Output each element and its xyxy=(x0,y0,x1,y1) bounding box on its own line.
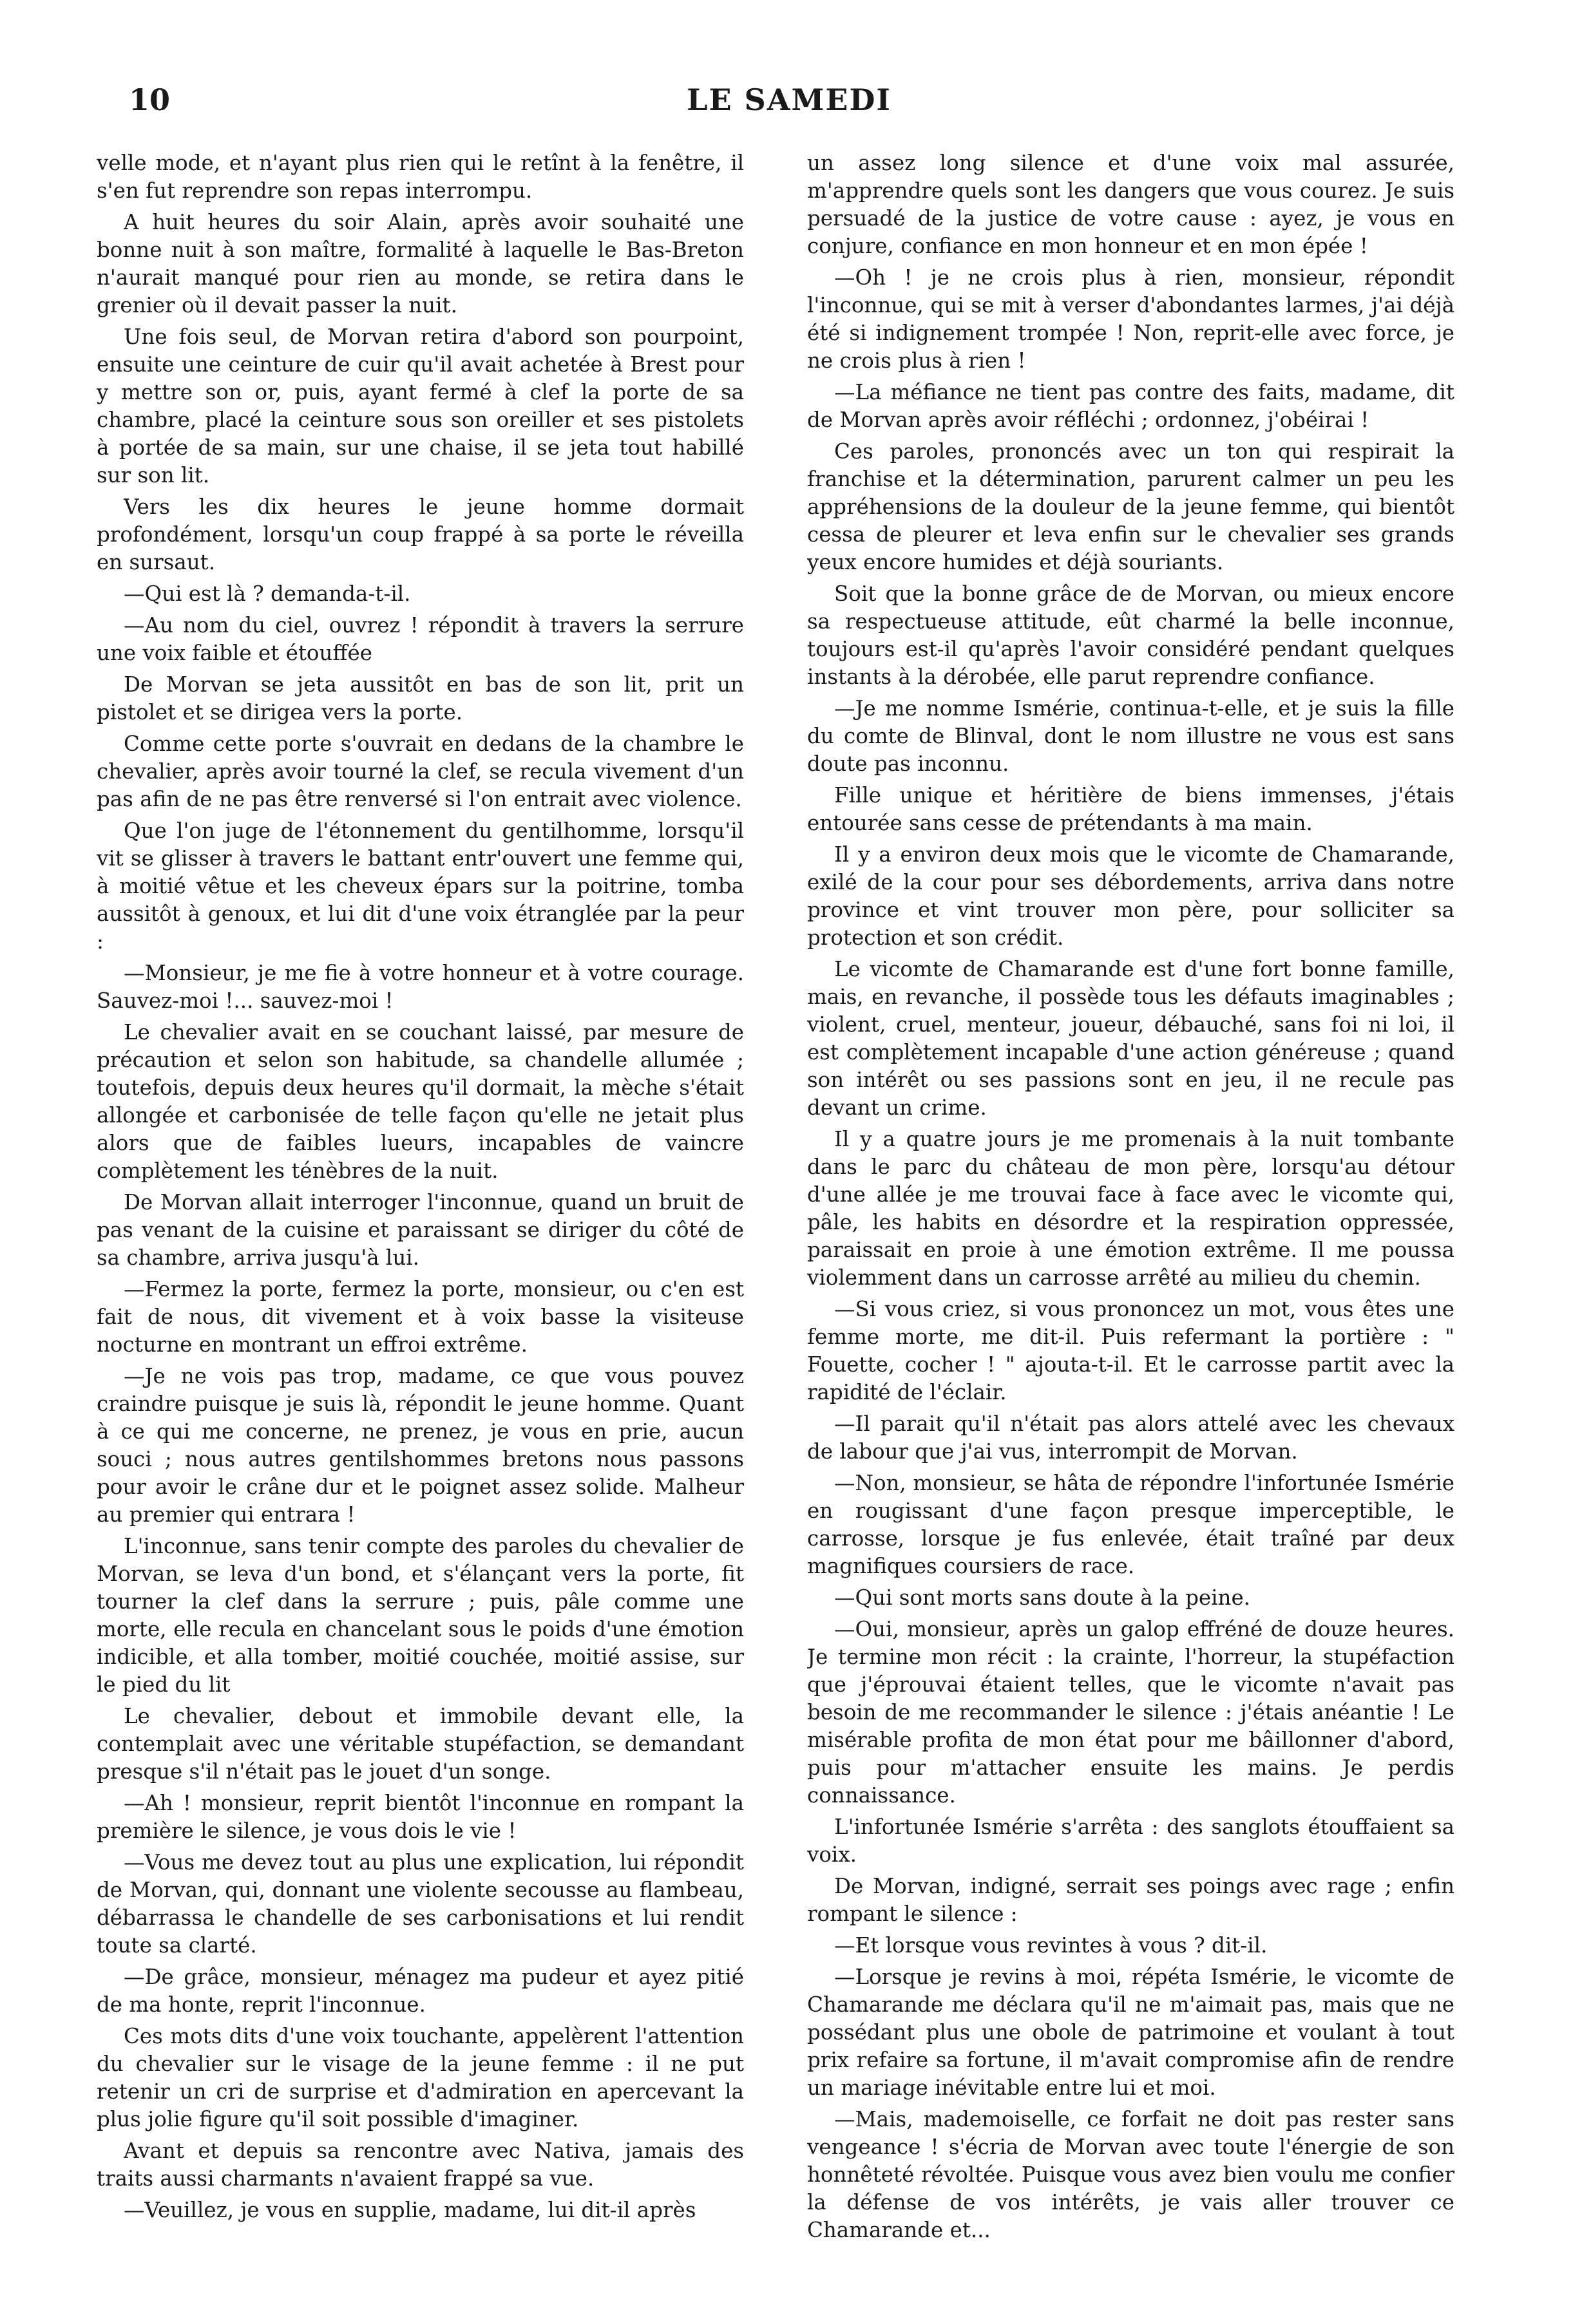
paragraph: —Et lorsque vous revintes à vous ? dit-il. xyxy=(834,1933,1268,1958)
paragraph: —Je me nomme Ismérie, continua-t-elle, et je suis la fille du comte de Blinval, dont le nom illustre ne vous est sans doute pas inconnu. xyxy=(807,696,1454,776)
paragraph: Il y a environ deux mois que le vicomte de Chamarande, exilé de la cour pour ses débordements, arriva dans notre province et vint trouver mon père, pour solliciter sa protection et son crédit. xyxy=(807,842,1454,950)
paragraph: Que l'on juge de l'étonnement du gentilhomme, lorsqu'il vit se glisser à travers le battant entr'ouvert une femme qui, à moitié vêtue et les cheveux épars sur la poitrine, tomba aussitôt à genoux, et lui dit d'une voix étranglée par la peur : xyxy=(97,818,744,954)
paragraph: Vers les dix heures le jeune homme dormait profondément, lorsqu'un coup frappé à sa porte le réveilla en sursaut. xyxy=(97,495,744,574)
paragraph: —Veuillez, je vous en supplie, madame, lui dit-il après xyxy=(124,2198,696,2222)
paragraph: Le chevalier, debout et immobile devant elle, la contemplait avec une véritable stupéfaction, se demandant presque s'il n'était pas le jouet d'un songe. xyxy=(97,1704,744,1784)
paragraph: —Il parait qu'il n'était pas alors attelé avec les chevaux de labour que j'ai vus, interrompit de Morvan. xyxy=(807,1412,1454,1464)
paragraph: L'inconnue, sans tenir compte des paroles du chevalier de Morvan, se leva d'un bond, et s'élançant vers la porte, fit tourner la clef dans la serrure ; puis, pâle comme une morte, elle recula en chancelant sous le poids d'une émotion indicible, et alla tomber, moitié couchée, moitié assise, sur le pied du lit xyxy=(97,1534,744,1697)
paragraph: De Morvan allait interroger l'inconnue, quand un bruit de pas venant de la cuisine et paraissant se diriger du côté de sa chambre, arriva jusqu'à lui. xyxy=(97,1190,744,1270)
paragraph: —Monsieur, je me fie à votre honneur et à votre courage. Sauvez-moi !... sauvez-moi ! xyxy=(97,961,744,1013)
paragraph: Ces paroles, prononcés avec un ton qui respirait la franchise et la détermination, parurent calmer un peu les appréhensions de la douleur de la jeune femme, qui bientôt cessa de pleurer et leva enfin sur le chevalier ses grands yeux encore humides et déjà souriants. xyxy=(807,439,1454,574)
paragraph: Soit que la bonne grâce de de Morvan, ou mieux encore sa respectueuse attitude, eût charmé la belle inconnue, toujours est-il qu'après l'avoir considéré pendant quelques instants à la dérobée, elle parut reprendre confiance. xyxy=(807,581,1454,689)
paragraph: —Si vous criez, si vous prononcez un mot, vous êtes une femme morte, me dit-il. Puis refermant la portière : " Fouette, cocher ! " ajouta-t-il. Et le carrosse partit avec la rapidité de l'éclair. xyxy=(807,1297,1454,1404)
paragraph: Une fois seul, de Morvan retira d'abord son pourpoint, ensuite une ceinture de cuir qu'il avait achetée à Brest pour y mettre son or, puis, ayant fermé à clef la porte de sa chambre, placé la ceinture sous son oreiller et ses pistolets à portée de sa main, sur une chaise, il se jeta tout habillé sur son lit. xyxy=(97,325,744,487)
page-number: 10 xyxy=(129,82,171,117)
paragraph: —Oui, monsieur, après un galop effréné de douze heures. Je termine mon récit : la crainte, l'horreur, la stupéfaction que j'éprouvai étaient telles, que le vicomte n'avait pas besoin de me recommander le silence : j'étais anéantie ! Le misérable profita de mon état pour me bâillonner d'abord, puis pour m'attacher ensuite les mains. Je perdis connaissance. xyxy=(807,1617,1454,1808)
paragraph: —Non, monsieur, se hâta de répondre l'infortunée Ismérie en rougissant d'une façon presque imperceptible, le carrosse, lorsque je fus enlevée, était traîné par deux magnifiques coursiers de race. xyxy=(807,1471,1454,1578)
paragraph: —Oh ! je ne crois plus à rien, monsieur, répondit l'inconnue, qui se mit à verser d'abondantes larmes, j'ai déjà été si indignement trompée ! Non, reprit-elle avec force, je ne crois plus à rien ! xyxy=(807,265,1454,373)
paragraph: Le vicomte de Chamarande est d'une fort bonne famille, mais, en revanche, il possède tous les défauts imaginables ; violent, cruel, menteur, joueur, débauché, sans foi ni loi, il est complètement incapable d'une action généreuse ; quand son intérêt ou ses passions sont en jeu, il ne recule pas devant un crime. xyxy=(807,957,1454,1120)
paragraph: —La méfiance ne tient pas contre des faits, madame, dit de Morvan après avoir réfléchi ; ordonnez, j'obéirai ! xyxy=(807,380,1454,432)
paragraph: Comme cette porte s'ouvrait en dedans de la chambre le chevalier, après avoir tourné la clef, se recula vivement d'un pas afin de ne pas être renversé si l'on entrait avec violence. xyxy=(97,732,744,811)
paragraph: velle mode, et n'ayant plus rien qui le retînt à la fenêtre, il s'en fut reprendre son repas interrompu. xyxy=(97,151,744,203)
left-text-column xyxy=(97,149,744,2268)
paragraph: —Lorsque je revins à moi, répéta Ismérie, le vicomte de Chamarande me déclara qu'il ne m'aimait pas, mais que ne possédant plus une obole de patrimoine et voulant à tout prix refaire sa fortune, il m'avait compromise afin de rendre un mariage inévitable entre lui et moi. xyxy=(807,1965,1454,2100)
paragraph: —Qui sont morts sans doute à la peine. xyxy=(834,1585,1251,1610)
paragraph: un assez long silence et d'une voix mal assurée, m'apprendre quels sont les dangers que vous courez. Je suis persuadé de la justice de votre cause : ayez, je vous en conjure, confiance en mon honneur et en mon épée ! xyxy=(807,151,1454,258)
paragraph: Il y a quatre jours je me promenais à la nuit tombante dans le parc du château de mon père, lorsqu'au détour d'une allée je me trouvai face à face avec le vicomte qui, pâle, les habits en désordre et la respiration oppressée, paraissait en proie à une émotion extrême. Il me poussa violemment dans un carrosse arrêté au milieu du chemin. xyxy=(807,1127,1454,1290)
running-head: LE SAMEDI xyxy=(687,82,891,117)
paragraph: Avant et depuis sa rencontre avec Nativa, jamais des traits aussi charmants n'avaient frappé sa vue. xyxy=(97,2139,744,2191)
paragraph: —Fermez la porte, fermez la porte, monsieur, ou c'en est fait de nous, dit vivement et à voix basse la visiteuse nocturne en montrant un effroi extrême. xyxy=(97,1277,744,1357)
paragraph: —Vous me devez tout au plus une explication, lui répondit de Morvan, qui, donnant une violente secousse au flambeau, débarrassa le chandelle de ses carbonisations et lui rendit toute sa clarté. xyxy=(97,1850,744,1958)
page-header xyxy=(97,82,1482,134)
paragraph: Fille unique et héritière de biens immenses, j'étais entourée sans cesse de prétendants à ma main. xyxy=(807,783,1454,835)
paragraph: —De grâce, monsieur, ménagez ma pudeur et ayez pitié de ma honte, reprit l'inconnue. xyxy=(97,1965,744,2017)
paragraph: L'infortunée Ismérie s'arrêta : des sanglots étouffaient sa voix. xyxy=(807,1815,1454,1867)
paragraph: Ces mots dits d'une voix touchante, appelèrent l'attention du chevalier sur le visage de la jeune femme : il ne put retenir un cri de surprise et d'admiration en apercevant la plus jolie figure qu'il soit possible d'imaginer. xyxy=(97,2024,744,2131)
paragraph: A huit heures du soir Alain, après avoir souhaité une bonne nuit à son maître, formalité à laquelle le Bas-Breton n'aurait manqué pour rien au monde, se retira dans le grenier où il devait passer la nuit. xyxy=(97,210,744,317)
paragraph: —Mais, mademoiselle, ce forfait ne doit pas rester sans vengeance ! s'écria de Morvan avec toute l'énergie de son honnêteté révoltée. Puisque vous avez bien voulu me confier la défense de vos intérêts, je vais aller trouver ce Chamarande et... xyxy=(807,2107,1454,2242)
right-text-column xyxy=(807,149,1454,2268)
paragraph: —Je ne vois pas trop, madame, ce que vous pouvez craindre puisque je suis là, répondit le jeune homme. Quant à ce qui me concerne, ne prenez, je vous en prie, aucun souci ; nous autres gentilshommes bretons nous passons pour avoir le crâne dur et le poignet assez solide. Malheur au premier qui entrara ! xyxy=(97,1364,744,1527)
paragraph: De Morvan, indigné, serrait ses poings avec rage ; enfin rompant le silence : xyxy=(807,1874,1454,1926)
paragraph: De Morvan se jeta aussitôt en bas de son lit, prit un pistolet et se dirigea vers la porte. xyxy=(97,672,744,724)
paragraph: Le chevalier avait en se couchant laissé, par mesure de précaution et selon son habitude, sa chandelle allumée ; toutefois, depuis deux heures qu'il dormait, la mèche s'était allongée et carbonisée de telle façon qu'elle ne jetait plus alors que de faibles lueurs, incapables de vaincre complètement les ténèbres de la nuit. xyxy=(97,1020,744,1183)
paragraph: —Qui est là ? demanda-t-il. xyxy=(124,581,411,606)
paragraph: —Au nom du ciel, ouvrez ! répondit à travers la serrure une voix faible et étouffée xyxy=(97,613,744,665)
paragraph: —Ah ! monsieur, reprit bientôt l'inconnue en rompant la première le silence, je vous dois le vie ! xyxy=(97,1791,744,1843)
